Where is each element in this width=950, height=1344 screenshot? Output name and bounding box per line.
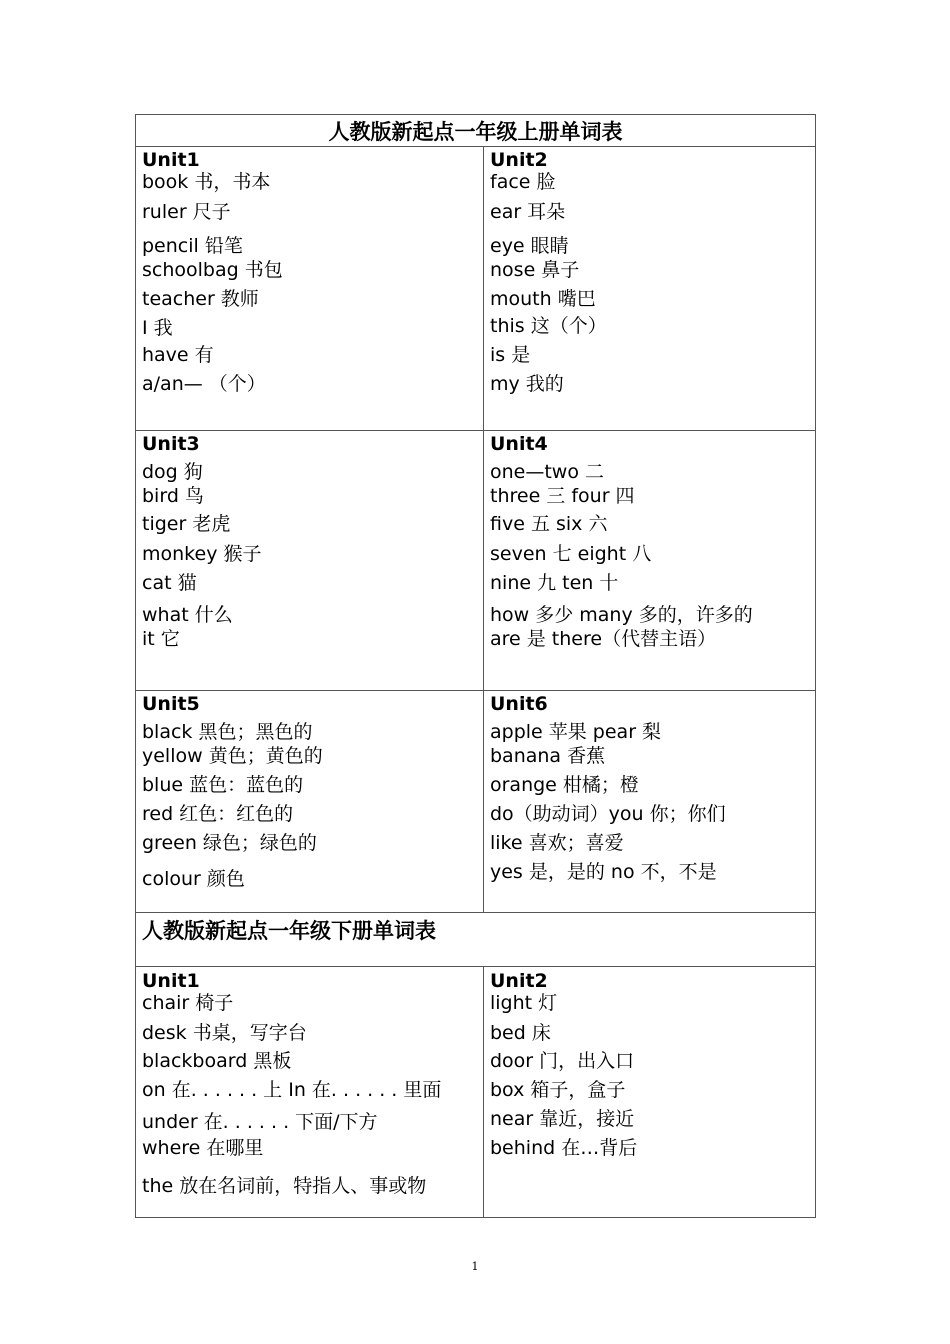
word-entry: pencil 铅笔 bbox=[142, 235, 243, 257]
word-entry: door 门，出入口 bbox=[490, 1050, 635, 1072]
unit-cell-upper-6 bbox=[484, 691, 815, 912]
unit-heading: Unit5 bbox=[142, 693, 200, 715]
table-title-upper bbox=[136, 115, 815, 147]
word-entry: nose 鼻子 bbox=[490, 259, 580, 281]
word-entry: five 五 six 六 bbox=[490, 513, 608, 535]
word-entry: my 我的 bbox=[490, 373, 564, 395]
word-entry: schoolbag 书包 bbox=[142, 259, 283, 281]
word-entry: face 脸 bbox=[490, 171, 556, 193]
word-entry: black 黑色；黑色的 bbox=[142, 721, 313, 743]
word-entry: tiger 老虎 bbox=[142, 513, 231, 535]
word-entry: like 喜欢；喜爱 bbox=[490, 832, 624, 854]
word-entry: the 放在名词前，特指人、事或物 bbox=[142, 1175, 427, 1197]
unit-cell-upper-3 bbox=[136, 431, 484, 690]
word-entry: red 红色：红色的 bbox=[142, 803, 294, 825]
word-entry: green 绿色；绿色的 bbox=[142, 832, 317, 854]
word-entry: nine 九 ten 十 bbox=[490, 572, 619, 594]
word-entry: seven 七 eight 八 bbox=[490, 543, 652, 565]
word-entry: one—two 二 bbox=[490, 461, 605, 483]
unit-heading: Unit6 bbox=[490, 693, 548, 715]
word-entry: cat 猫 bbox=[142, 572, 197, 594]
word-entry: box 箱子，盒子 bbox=[490, 1079, 626, 1101]
word-entry: have 有 bbox=[142, 344, 214, 366]
unit-cell-upper-2 bbox=[484, 147, 815, 430]
word-entry: this 这（个） bbox=[490, 315, 607, 337]
unit-cell-upper-5 bbox=[136, 691, 484, 912]
word-entry: bed 床 bbox=[490, 1022, 551, 1044]
word-entry: ruler 尺子 bbox=[142, 201, 231, 223]
unit-heading: Unit1 bbox=[142, 149, 200, 171]
vocabulary-table bbox=[135, 114, 816, 1218]
unit-cell-upper-4 bbox=[484, 431, 815, 690]
word-entry: chair 椅子 bbox=[142, 992, 234, 1014]
word-entry: I 我 bbox=[142, 317, 173, 339]
word-entry: do（助动词）you 你；你们 bbox=[490, 803, 726, 825]
word-entry: mouth 嘴巴 bbox=[490, 288, 596, 310]
word-entry: near 靠近，接近 bbox=[490, 1108, 635, 1130]
unit-cell-lower-2 bbox=[484, 967, 815, 1218]
word-entry: light 灯 bbox=[490, 992, 558, 1014]
word-entry: is 是 bbox=[490, 344, 531, 366]
unit-heading: Unit1 bbox=[142, 970, 200, 992]
title-upper-text: 人教版新起点一年级上册单词表 bbox=[328, 118, 623, 144]
table-row bbox=[136, 967, 815, 1218]
word-entry: desk 书桌，写字台 bbox=[142, 1022, 307, 1044]
word-entry: yes 是，是的 no 不，不是 bbox=[490, 861, 717, 883]
word-entry: under 在. . . . . . 下面/下方 bbox=[142, 1111, 378, 1133]
word-entry: apple 苹果 pear 梨 bbox=[490, 721, 662, 743]
word-entry: bird 鸟 bbox=[142, 485, 204, 507]
word-entry: yellow 黄色；黄色的 bbox=[142, 745, 323, 767]
unit-cell-upper-1 bbox=[136, 147, 484, 430]
unit-heading: Unit2 bbox=[490, 970, 548, 992]
title-lower-text: 人教版新起点一年级下册单词表 bbox=[142, 918, 436, 943]
word-entry: where 在哪里 bbox=[142, 1137, 264, 1159]
word-entry: what 什么 bbox=[142, 604, 233, 626]
word-entry: eye 眼睛 bbox=[490, 235, 569, 257]
page-number: 1 bbox=[471, 1260, 479, 1273]
unit-cell-lower-1 bbox=[136, 967, 484, 1218]
word-entry: how 多少 many 多的，许多的 bbox=[490, 604, 753, 626]
table-row bbox=[136, 147, 815, 431]
word-entry: orange 柑橘；橙 bbox=[490, 774, 639, 796]
word-entry: it 它 bbox=[142, 628, 180, 650]
word-entry: dog 狗 bbox=[142, 461, 203, 483]
word-entry: are 是 there（代替主语） bbox=[490, 628, 717, 650]
table-row bbox=[136, 691, 815, 913]
word-entry: a/an— （个） bbox=[142, 373, 266, 395]
word-entry: colour 颜色 bbox=[142, 868, 245, 890]
unit-heading: Unit2 bbox=[490, 149, 548, 171]
word-entry: blue 蓝色：蓝色的 bbox=[142, 774, 304, 796]
word-entry: on 在. . . . . . 上 In 在. . . . . . 里面 bbox=[142, 1079, 442, 1101]
table-title-lower bbox=[136, 913, 815, 967]
word-entry: behind 在…背后 bbox=[490, 1137, 638, 1159]
word-entry: blackboard 黑板 bbox=[142, 1050, 292, 1072]
unit-heading: Unit4 bbox=[490, 433, 548, 455]
unit-heading: Unit3 bbox=[142, 433, 200, 455]
word-entry: three 三 four 四 bbox=[490, 485, 635, 507]
word-entry: ear 耳朵 bbox=[490, 201, 566, 223]
word-entry: monkey 猴子 bbox=[142, 543, 262, 565]
word-entry: banana 香蕉 bbox=[490, 745, 606, 767]
word-entry: teacher 教师 bbox=[142, 288, 259, 310]
word-entry: book 书，书本 bbox=[142, 171, 271, 193]
table-row bbox=[136, 431, 815, 691]
